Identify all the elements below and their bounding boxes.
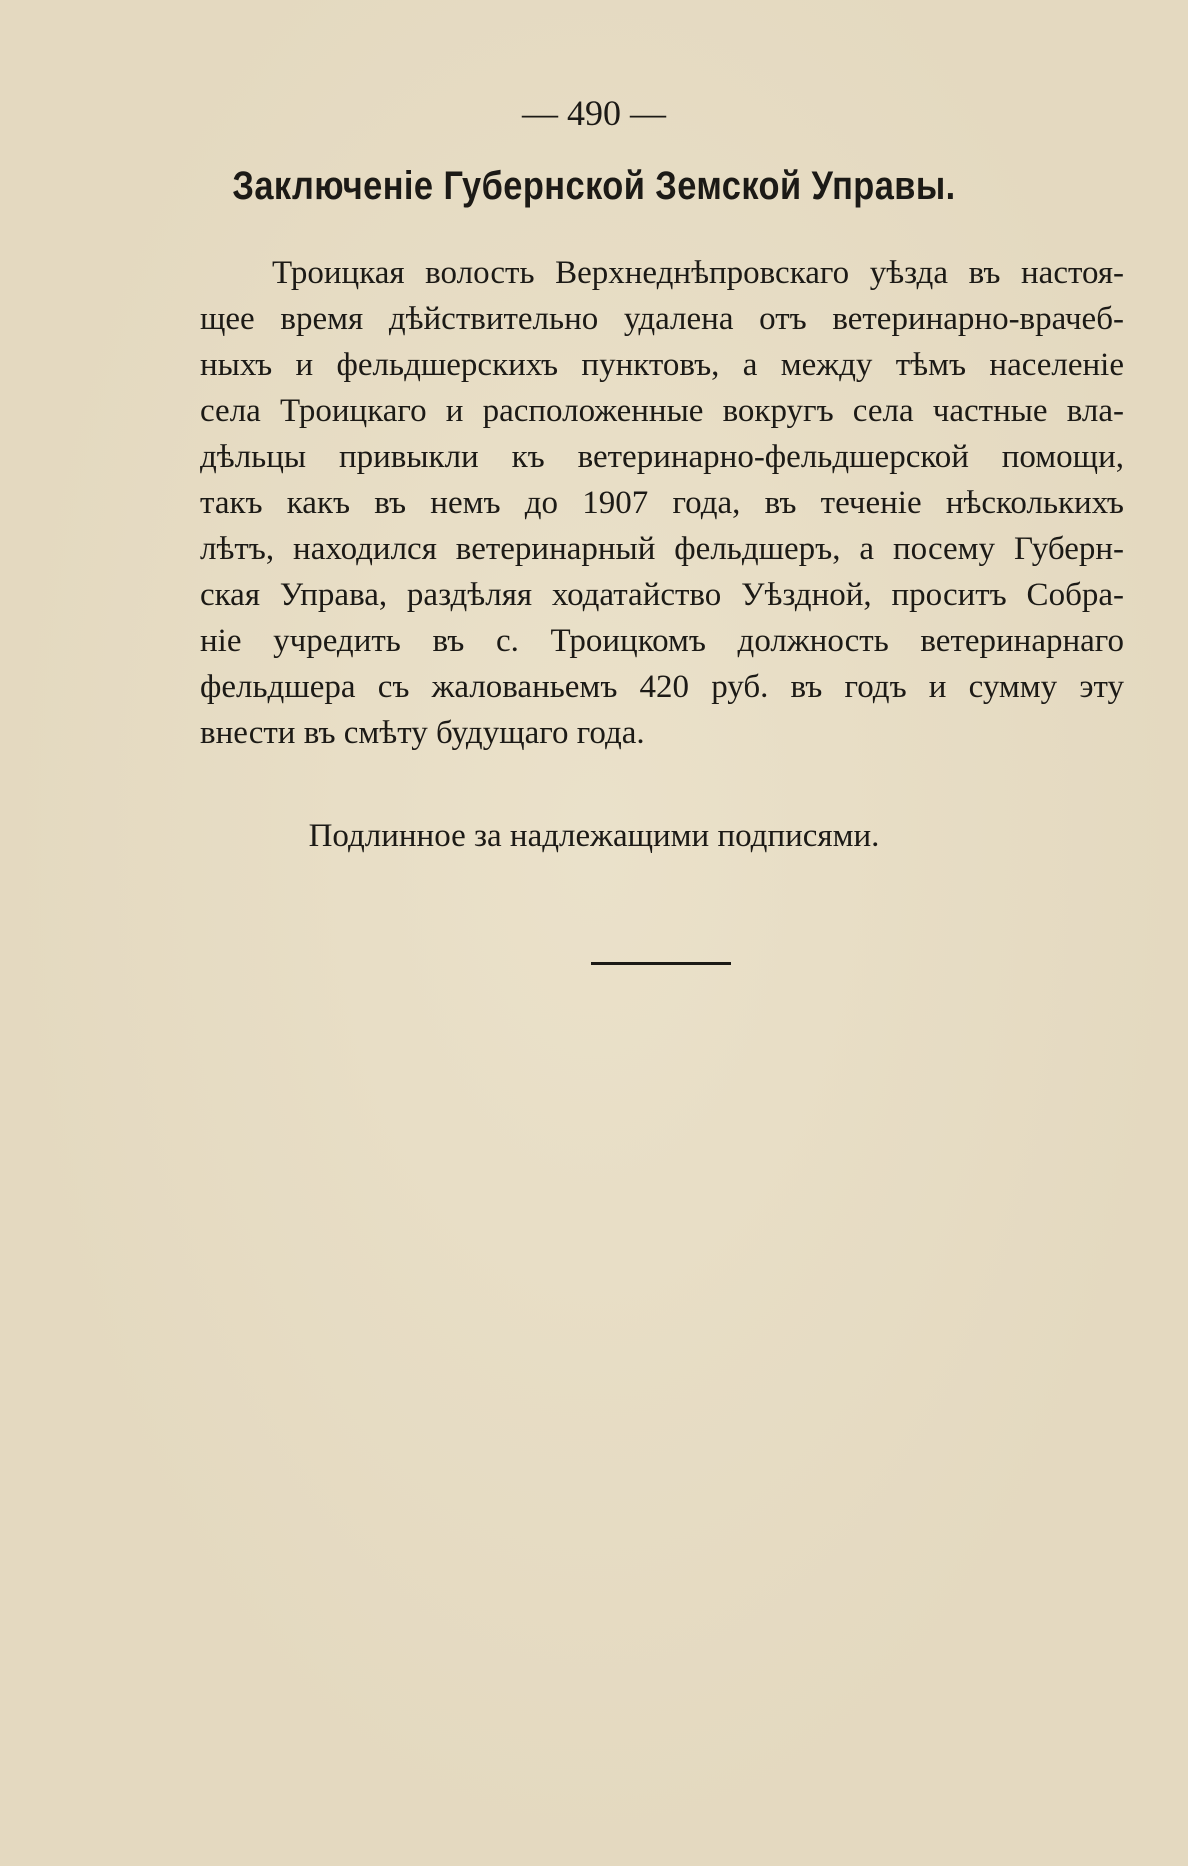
body-line: Троицкая волость Верхнеднѣпровскаго уѣзда въ настоя- xyxy=(272,255,1124,291)
body-line: ныхъ и фельдшерскихъ пунктовъ, а между тѣмъ населеніе xyxy=(200,347,1124,383)
body-line: села Троицкаго и расположенные вокругъ села частные вла- xyxy=(200,393,1124,429)
body-line: внести въ смѣту будущаго года. xyxy=(200,715,645,751)
signature-note: Подлинное за надлежащими подписями. xyxy=(308,818,880,854)
body-line: ская Управа, раздѣляя ходатайство Уѣздной, проситъ Собра- xyxy=(200,577,1124,613)
body-line: ніе учредить въ с. Троицкомъ должность ветеринарнаго xyxy=(200,623,1124,659)
divider-rule xyxy=(591,962,731,965)
page-number: — 490 — xyxy=(522,93,666,133)
section-heading: Заключеніе Губернской Земской Управы. xyxy=(232,164,956,208)
body-line: щее время дѣйствительно удалена отъ ветеринарно-врачеб- xyxy=(200,301,1124,337)
body-paragraph xyxy=(200,250,1124,756)
body-line: дѣльцы привыкли къ ветеринарно-фельдшерской помощи, xyxy=(200,439,1124,475)
body-line: такъ какъ въ немъ до 1907 года, въ теченіе нѣсколькихъ xyxy=(200,485,1124,521)
body-line: лѣтъ, находился ветеринарный фельдшеръ, а посему Губерн- xyxy=(200,531,1124,567)
body-line: фельдшера съ жалованьемъ 420 руб. въ годъ и сумму эту xyxy=(200,669,1124,705)
